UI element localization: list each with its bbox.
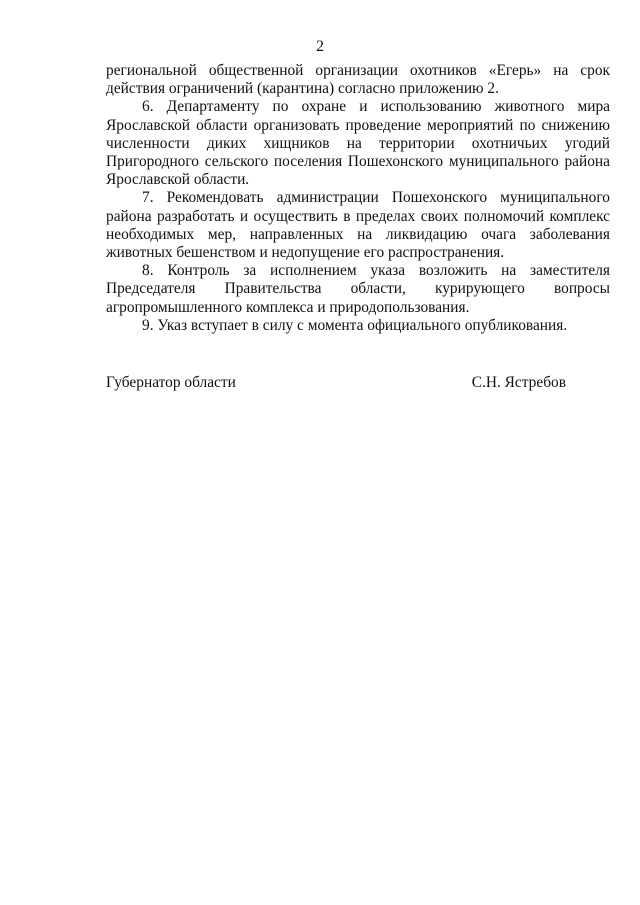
document-body (106, 62, 610, 335)
paragraph-item-8: 8. Контроль за исполнением указа возложить на заместителя Председателя Правительства области, курирующего вопросы агропромышленного комплекса и природопользования. (106, 262, 610, 316)
page-number: 2 (316, 38, 324, 55)
paragraph-item-6: 6. Департаменту по охране и использованию животного мира Ярославской области организовать проведение мероприятий по снижению численности диких хищников на территории охотничьих угодий Пригородного сельского поселения Пошехонского муниципального района Ярославской области. (106, 98, 610, 189)
paragraph-item-7: 7. Рекомендовать администрации Пошехонского муниципального района разработать и осуществить в пределах своих полномочий комплекс необходимых мер, направленных на ликвидацию очага заболевания животных бешенством и недопущение его распространения. (106, 189, 610, 262)
paragraph-continuation: региональной общественной организации охотников «Егерь» на срок действия ограничений (карантина) согласно приложению 2. (106, 62, 610, 98)
signatory-name: С.Н. Ястребов (471, 374, 566, 391)
signature-block (106, 374, 566, 392)
signatory-position: Губернатор области (106, 374, 236, 391)
paragraph-item-9: 9. Указ вступает в силу с момента официального опубликования. (142, 316, 568, 334)
